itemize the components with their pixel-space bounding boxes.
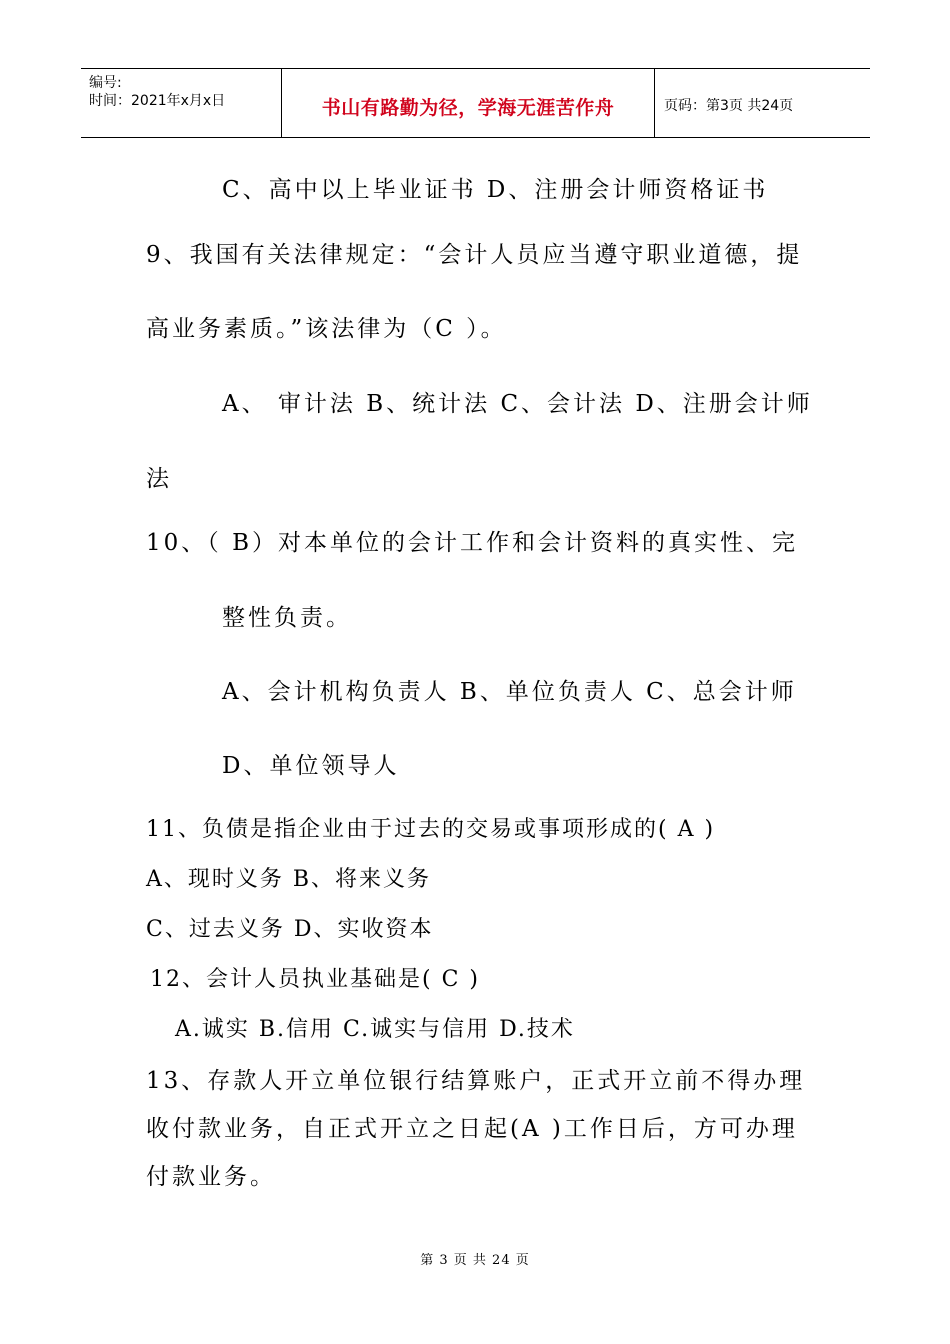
question-10-options-abc: A、会计机构负责人 B、单位负责人 C、总会计师	[222, 679, 797, 705]
header-page-number: 页码：第3页 共24页	[664, 98, 794, 114]
document-date: 时间：2021年x月x日	[89, 93, 226, 109]
question-11-options-ab: A、现时义务 B、将来义务	[146, 867, 432, 892]
question-11-options-cd: C、过去义务 D、实收资本	[146, 917, 434, 942]
header-left-cell	[81, 69, 281, 137]
question-8-options-cd: C、高中以上毕业证书 D、注册会计师资格证书	[222, 177, 769, 203]
question-11-stem: 11、负债是指企业由于过去的交易或事项形成的( A )	[146, 817, 716, 842]
question-12-stem: 12、会计人员执业基础是( C )	[150, 967, 480, 992]
question-12-options: A.诚实 B.信用 C.诚实与信用 D.技术	[175, 1017, 575, 1042]
page-header	[81, 68, 870, 138]
question-10-stem: 10、（ B）对本单位的会计工作和会计资料的真实性、完	[146, 530, 798, 556]
page-footer: 第 3 页 共 24 页	[420, 1253, 530, 1268]
header-page-cell	[654, 69, 870, 137]
question-13-stem-continued: 收付款业务，自正式开立之日起(A )工作日后，方可办理	[146, 1116, 798, 1142]
question-9-options: A、 审计法 B、统计法 C、会计法 D、注册会计师	[222, 391, 813, 417]
question-10-stem-continued: 整性负责。	[222, 605, 352, 631]
question-13-stem-end: 付款业务。	[146, 1164, 276, 1190]
header-motto: 书山有路勤为径，学海无涯苦作舟	[321, 97, 615, 119]
question-9-stem: 9、我国有关法律规定：“会计人员应当遵守职业道德，提	[146, 242, 803, 268]
header-motto-cell	[281, 69, 655, 137]
question-9-stem-continued: 高业务素质。”该法律为（C ）。	[146, 316, 507, 342]
document-number-label: 编号:	[89, 75, 122, 91]
question-13-stem: 13、存款人开立单位银行结算账户，正式开立前不得办理	[146, 1068, 806, 1094]
question-10-option-d: D、单位领导人	[222, 753, 400, 779]
question-9-options-continued: 法	[146, 466, 172, 492]
